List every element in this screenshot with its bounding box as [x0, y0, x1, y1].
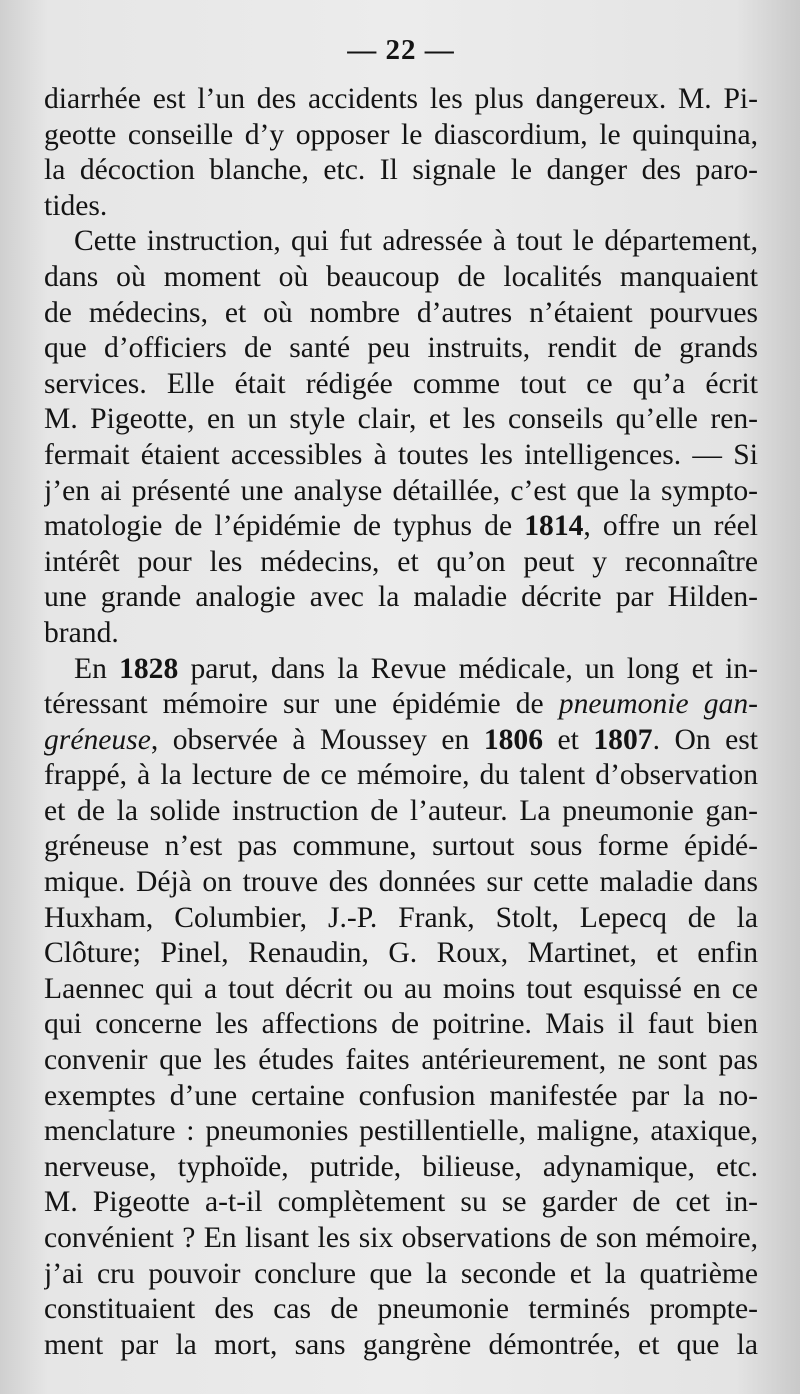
- page-number: — 22 —: [347, 34, 455, 66]
- text-line: constituaient des cas de pneumonie terminés prompte-: [44, 1293, 758, 1326]
- text-line: une grande analogie avec la maladie décrite par Hilden-: [44, 581, 758, 614]
- text-line: mique. Déjà on trouve des données sur cette maladie dans: [44, 866, 758, 899]
- text-line: Clôture; Pinel, Renaudin, G. Roux, Martinet, et enfin: [44, 937, 758, 970]
- text-line: dans où moment où beaucoup de localités manquaient: [44, 260, 758, 293]
- text-line: Huxham, Columbier, J.-P. Frank, Stolt, Lepecq de la: [44, 901, 758, 934]
- text-line: En 1828 parut, dans la Revue médicale, un long et in-: [74, 652, 758, 685]
- text-line: menclature : pneumonies pestillentielle, maligne, ataxique,: [44, 1115, 758, 1148]
- text-line: de médecins, et où nombre d’autres n’étaient pourvues: [44, 296, 758, 329]
- text-line: brand.: [44, 616, 119, 649]
- text-line: ment par la mort, sans gangrène démontrée, et que la: [44, 1328, 758, 1361]
- text-line: la décoction blanche, etc. Il signale le danger des paro-: [44, 154, 758, 187]
- text-line: Laennec qui a tout décrit ou au moins tout esquissé en ce: [44, 972, 758, 1005]
- text-line: M. Pigeotte a-t-il complètement su se garder de cet in-: [44, 1186, 758, 1219]
- text-line: diarrhée est l’un des accidents les plus dangereux. M. Pi-: [44, 83, 758, 115]
- text-line: gréneuse, observée à Moussey en 1806 et 1807. On est: [44, 723, 758, 756]
- text-line: convénient ? En lisant les six observations de son mémoire,: [44, 1222, 758, 1254]
- body-text: [44, 82, 758, 1363]
- paragraph-1: [44, 82, 758, 224]
- text-line: services. Elle était rédigée comme tout ce qu’a écrit: [44, 367, 758, 400]
- text-line: nerveuse, typhoïde, putride, bilieuse, adynamique, etc.: [44, 1150, 758, 1183]
- text-line: Cette instruction, qui fut adressée à tout le département,: [74, 225, 758, 258]
- text-line: gréneuse n’est pas commune, surtout sous forme épidé-: [44, 830, 758, 863]
- text-line: téressant mémoire sur une épidémie de pneumonie gan-: [44, 688, 758, 721]
- text-line: geotte conseille d’y opposer le diascordium, le quinquina,: [44, 118, 758, 151]
- text-line: convenir que les études faites antérieurement, ne sont pas: [44, 1044, 758, 1077]
- text-line: j’en ai présenté une analyse détaillée, c’est que la sympto-: [44, 474, 758, 507]
- paragraph-3: [44, 652, 758, 1364]
- text-line: que d’officiers de santé peu instruits, rendit de grands: [44, 332, 758, 365]
- text-line: exemptes d’une certaine confusion manifestée par la no-: [44, 1079, 758, 1112]
- text-line: fermait étaient accessibles à toutes les intelligences. — Si: [44, 438, 758, 471]
- text-line: matologie de l’épidémie de typhus de 1814, offre un réel: [44, 510, 758, 543]
- text-line: et de la solide instruction de l’auteur. La pneumonie gan-: [44, 794, 758, 827]
- text-line: tides.: [44, 189, 108, 222]
- text-line: intérêt pour les médecins, et qu’on peut y reconnaître: [44, 545, 758, 578]
- text-line: frappé, à la lecture de ce mémoire, du talent d’observation: [44, 759, 758, 792]
- paragraph-2: [44, 224, 758, 651]
- text-line: j’ai cru pouvoir conclure que la seconde et la quatrième: [44, 1257, 758, 1290]
- text-line: qui concerne les affections de poitrine. Mais il faut bien: [44, 1008, 758, 1041]
- text-line: M. Pigeotte, en un style clair, et les conseils qu’elle ren-: [44, 403, 758, 436]
